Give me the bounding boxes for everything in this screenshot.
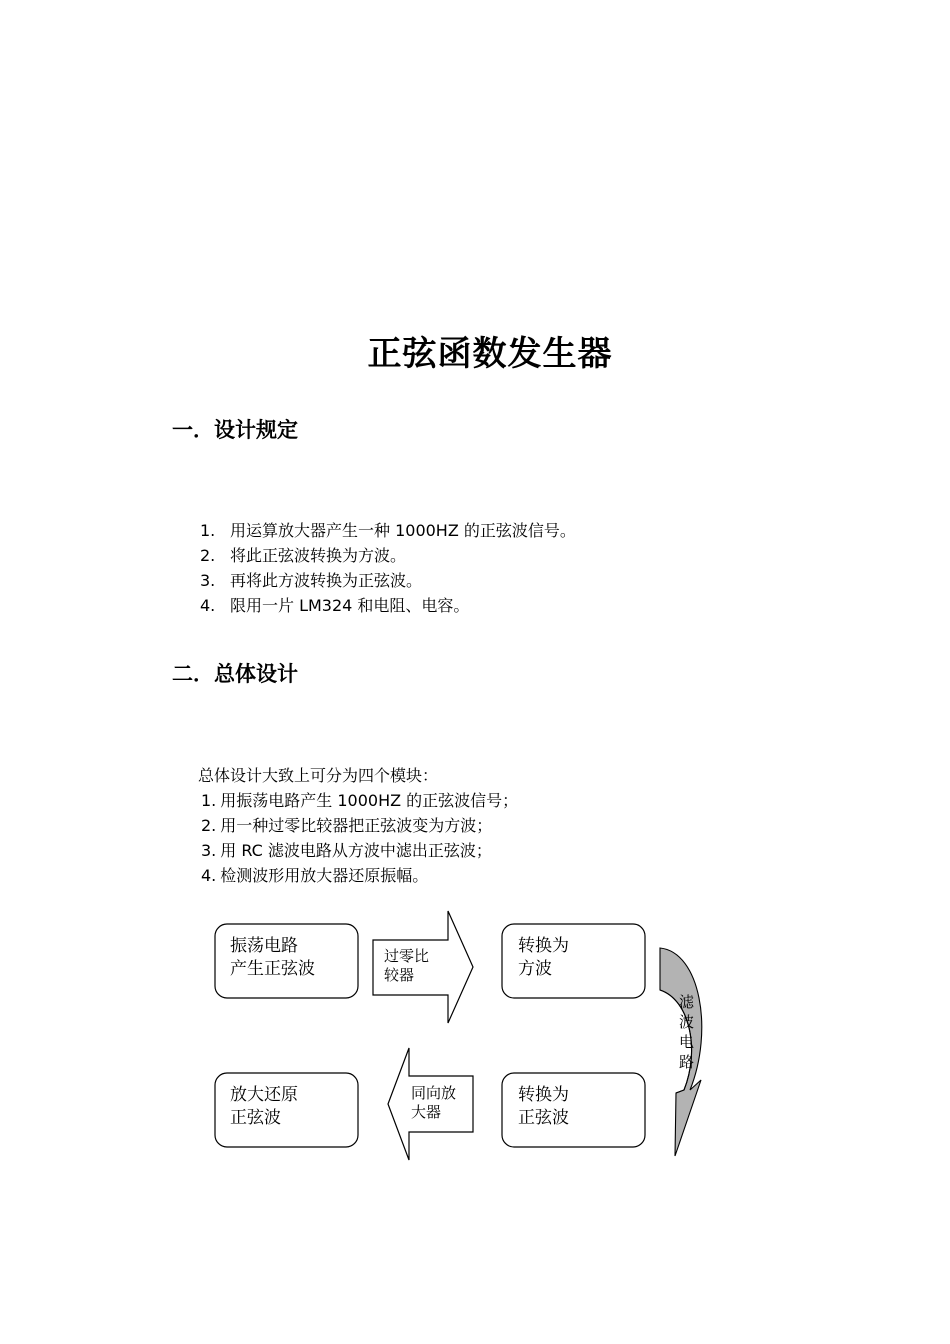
box-square-line2: 方波 [518,959,552,979]
filter-char-3: 电 [679,1033,695,1051]
arrow-amplifier-line1: 同向放 [411,1084,457,1102]
box-restore-line2: 正弦波 [230,1108,281,1128]
box-restore-line1: 放大还原 [230,1085,298,1105]
section-heading-requirements: 一．设计规定 [172,418,298,442]
list-item: 1. 用振荡电路产生 1000HZ 的正弦波信号； [201,791,519,810]
arrow-amplifier [388,1048,473,1160]
list-item: 1. 用运算放大器产生一种 1000HZ 的正弦波信号。 [200,521,576,540]
filter-char-1: 滤 [679,993,695,1011]
design-intro: 总体设计大致上可分为四个模块： [198,766,439,785]
curved-arrow-filter [660,948,702,1156]
list-item: 3. 再将此方波转换为正弦波。 [200,571,423,590]
list-item: 4. 检测波形用放大器还原振幅。 [201,866,429,885]
box-restore [215,1073,358,1147]
box-square-line1: 转换为 [518,936,569,956]
box-oscillator [215,924,358,998]
page-title: 正弦函数发生器 [367,334,613,374]
box-oscillator-line1: 振荡电路 [230,936,298,956]
filter-char-2: 波 [679,1013,695,1031]
box-sine-line2: 正弦波 [518,1108,569,1128]
box-sine-line1: 转换为 [518,1085,569,1105]
box-sine-wave [502,1073,645,1147]
filter-char-4: 路 [679,1053,695,1071]
arrow-comparator-line1: 过零比 [384,947,430,965]
arrow-amplifier-line2: 大器 [411,1103,442,1121]
list-item: 4. 限用一片 LM324 和电阻、电容。 [200,596,470,615]
section-heading-overall-design: 二．总体设计 [172,662,298,686]
box-oscillator-line2: 产生正弦波 [230,959,315,979]
list-item: 2. 用一种过零比较器把正弦波变为方波； [201,816,493,835]
box-square-wave [502,924,645,998]
arrow-comparator [373,911,473,1023]
list-item: 2. 将此正弦波转换为方波。 [200,546,407,565]
arrow-comparator-line2: 较器 [384,966,415,984]
list-item: 3. 用 RC 滤波电路从方波中滤出正弦波； [201,841,492,860]
